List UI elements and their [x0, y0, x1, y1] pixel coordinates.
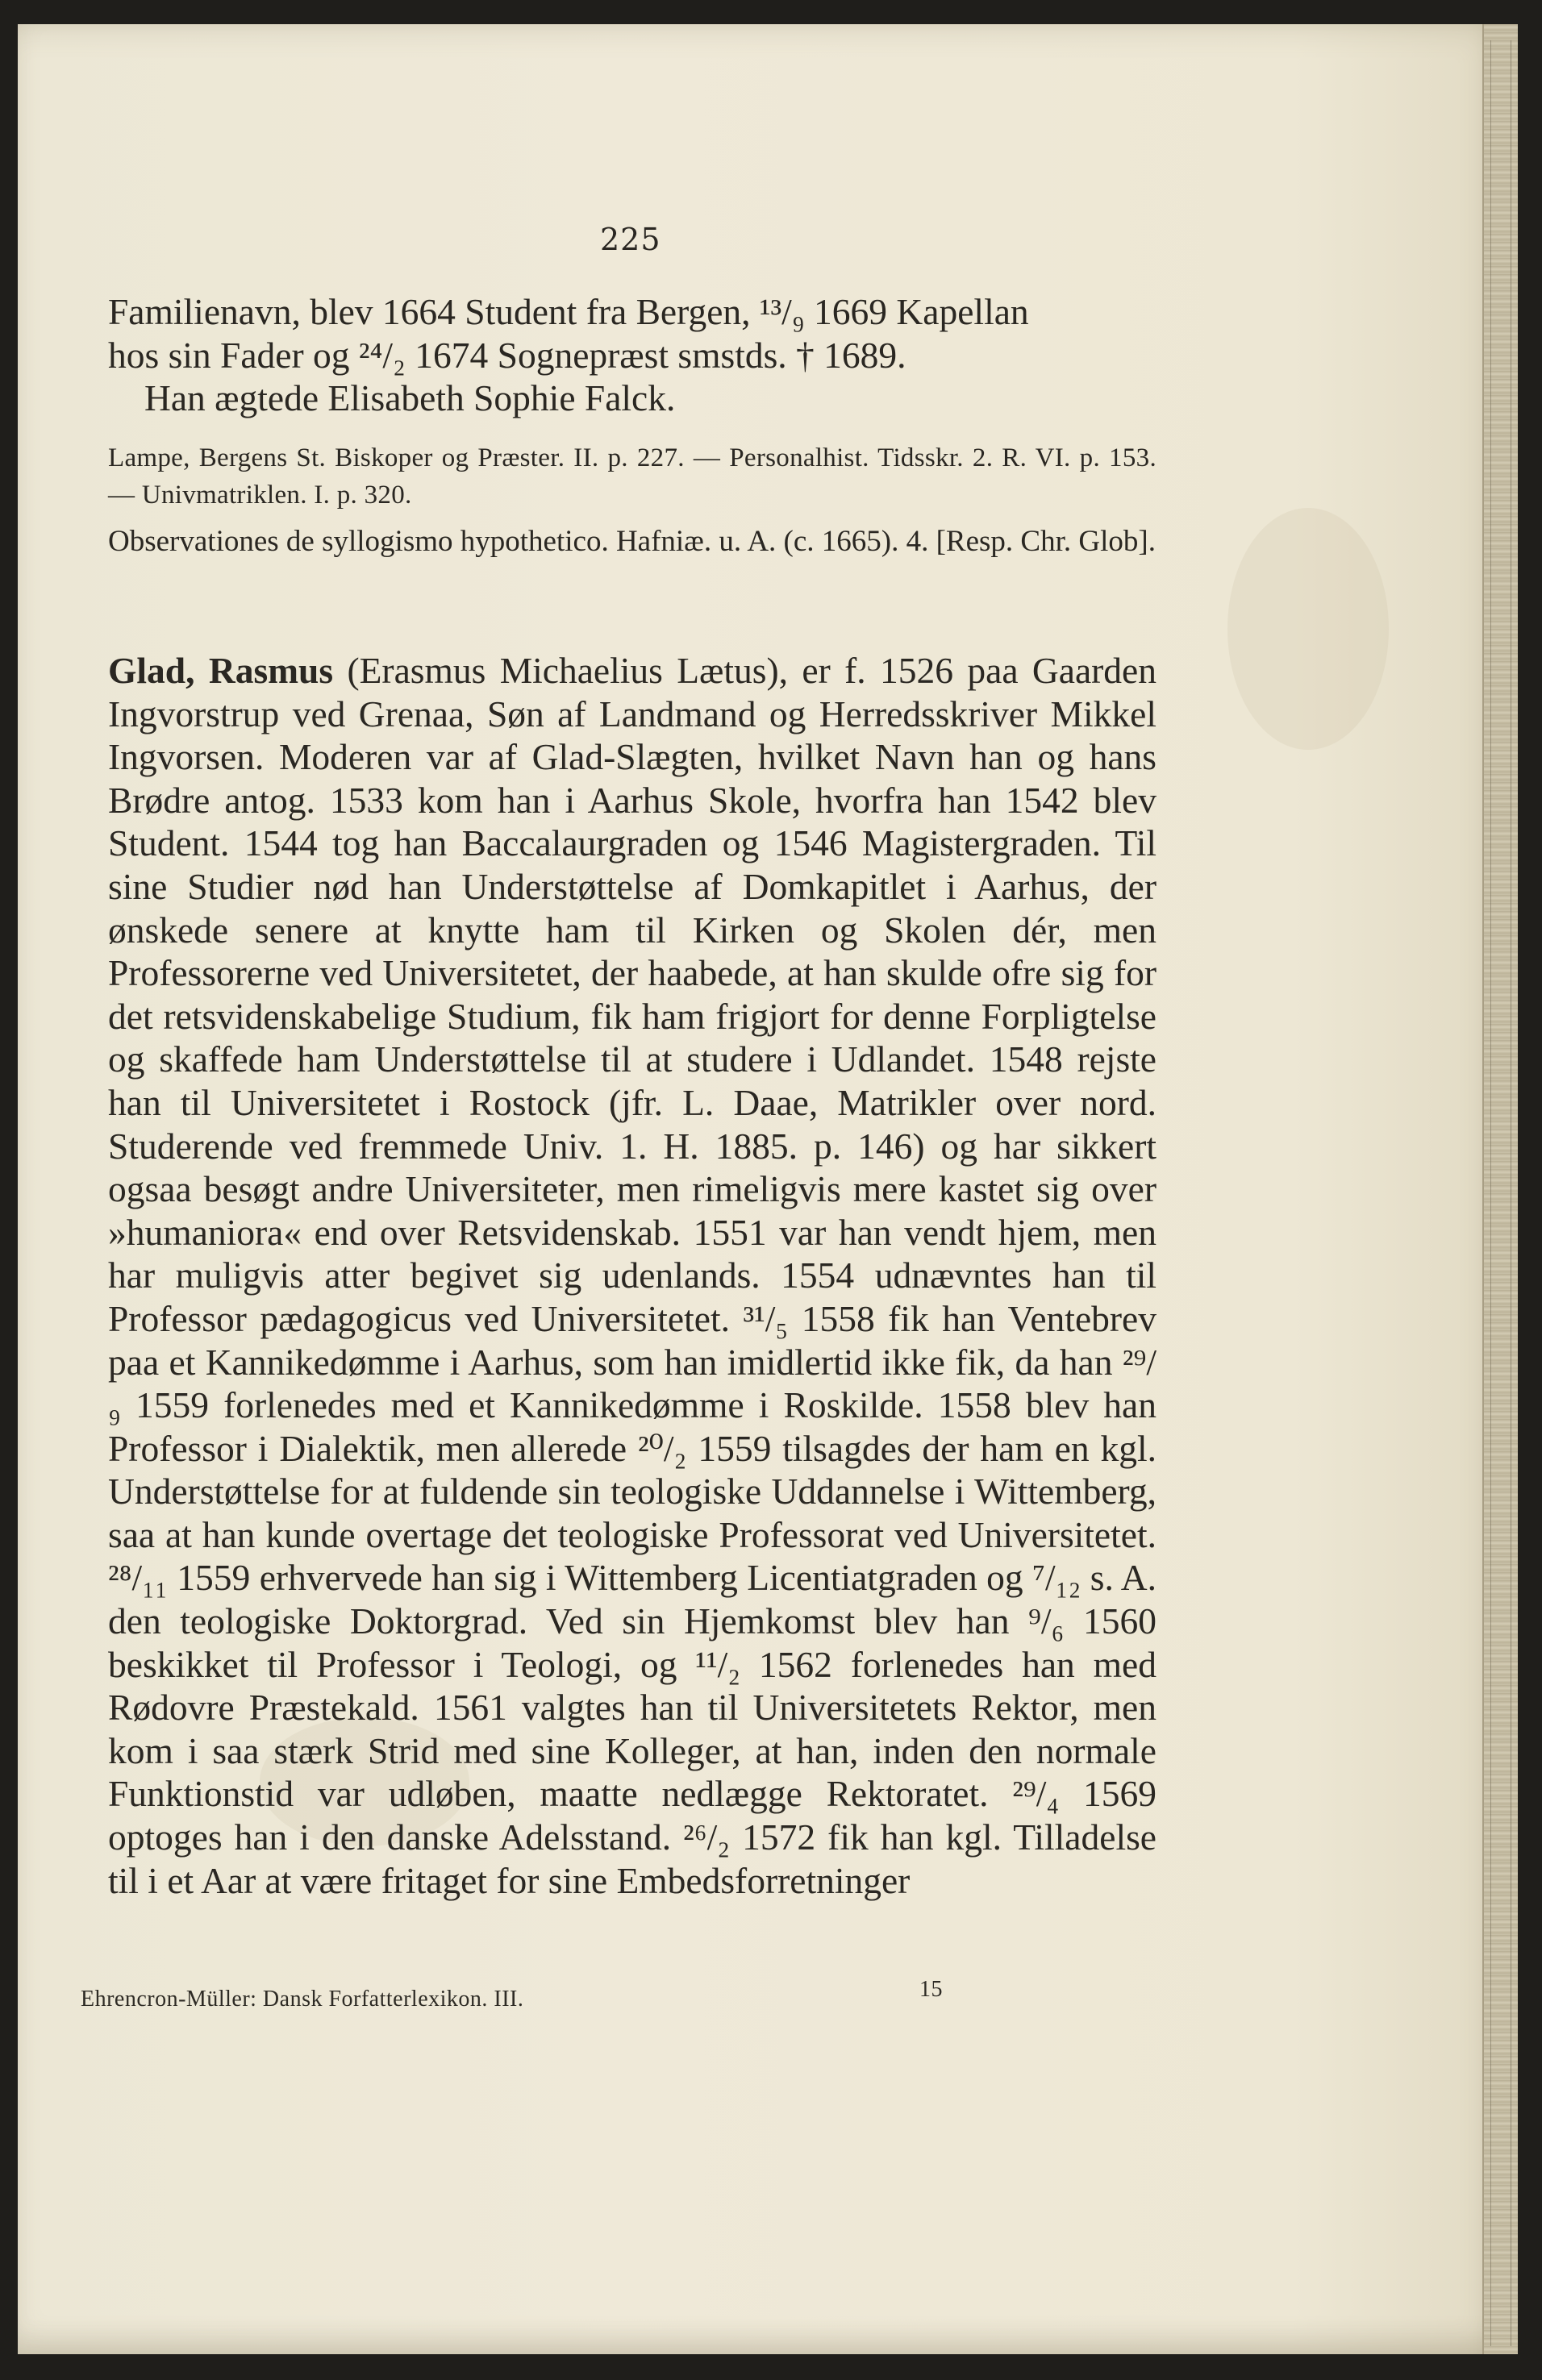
page-edge-lines	[1490, 40, 1511, 2346]
page-number: 225	[600, 222, 661, 257]
entry-line: hos sin Fader og ²⁴/₂ 1674 Sognepræst smstds. † 1689.	[108, 334, 906, 376]
signature-mark: 15	[919, 1977, 943, 2002]
paper-stain	[1227, 508, 1389, 750]
bibliography: Lampe, Bergens St. Biskoper og Præster. II. p. 227. — Personalhist. Tidsskr. 2. R. VI. p. 153. — Univmatriklen. I. p. 320.	[108, 443, 1156, 510]
page-footer	[81, 1977, 1000, 2012]
entry-paragraph	[108, 649, 1156, 1902]
headword: Glad, Rasmus	[108, 650, 334, 691]
work-title: Observationes de syllogismo hypothetico. Hafniæ. u. A. (c. 1665). 4. [Resp. Chr. Glob].	[108, 525, 1156, 558]
entry-glad	[108, 649, 1156, 1902]
book-page	[18, 24, 1518, 2354]
entry-line: Familienavn, blev 1664 Student fra Bergen, ¹³/₉ 1669 Kapellan	[108, 291, 1029, 332]
entry-continuation	[108, 290, 1156, 420]
entry-body: (Erasmus Michaelius Lætus), er f. 1526 paa Gaarden Ingvorstrup ved Grenaa, Søn af Landmand og Herredsskriver Mikkel Ingvorsen. Moderen var af Glad-Slægten, hvilket Navn han og hans Brødre antog. 1533 kom han i Aarhus Skole, hvorfra han 1542 blev Student. 1544 tog han Baccalaurgraden og 1546 Magistergraden. Til sine Studier nød han Understøttelse af Domkapitlet i Aarhus, der ønskede senere at knytte ham til Kirken og Skolen dér, men Professorerne ved Universitetet, der haabede, at han skulde ofre sig for det retsvidenskabelige Studium, fik ham frigjort for denne Forpligtelse og skaffede ham Understøttelse til at studere i Udlandet. 1548 rejste han til Universitetet i Rostock (jfr. L. Daae, Matrikler over nord. Studerende ved fremmede Univ. 1. H. 1885. p. 146) og har sikkert ogsaa besøgt andre Universiteter, men rimeligvis mere kastet sig over »humaniora« end over Retsvidenskab. 1551 var han vendt hjem, men har muligvis atter begivet sig udenlands. 1554 udnævntes han til Professor pædagogicus ved Universitetet. ³¹/₅ 1558 fik han Ventebrev paa et Kannikedømme i Aarhus, som han imidlertid ikke fik, da han ²⁹/₉ 1559 forlenedes med et Kannikedømme i Roskilde. 1558 blev han Professor i Dialektik, men allerede ²⁰/₂ 1559 tilsagdes der ham en kgl. Understøttelse for at fuldende sin teologiske Uddannelse i Wittemberg, saa at han kunde overtage det teologiske Professorat ved Universitetet. ²⁸/₁₁ 1559 erhvervede han sig i Wittemberg Licentiatgraden og ⁷/₁₂ s. A. den teologiske Doktorgrad. Ved sin Hjemkomst blev han ⁹/₆ 1560 beskikket til Professor i Teologi, og ¹¹/₂ 1562 forlenedes han med Rødovre Præstekald. 1561 valgtes han til Universitetets Rektor, men kom i saa stærk Strid med sine Kolleger, at han, inden den normale Funktionstid var udløben, maatte nedlægge Rektoratet. ²⁹/₄ 1569 optoges han i den danske Adelsstand. ²⁶/₂ 1572 fik han kgl. Tilladelse til i et Aar at være fritaget for sine Embedsforretninger	[108, 650, 1157, 1901]
running-title: Ehrencron-Müller: Dansk Forfatterlexikon. III.	[81, 1987, 524, 2012]
entry-line: Han ægtede Elisabeth Sophie Falck.	[144, 377, 676, 419]
